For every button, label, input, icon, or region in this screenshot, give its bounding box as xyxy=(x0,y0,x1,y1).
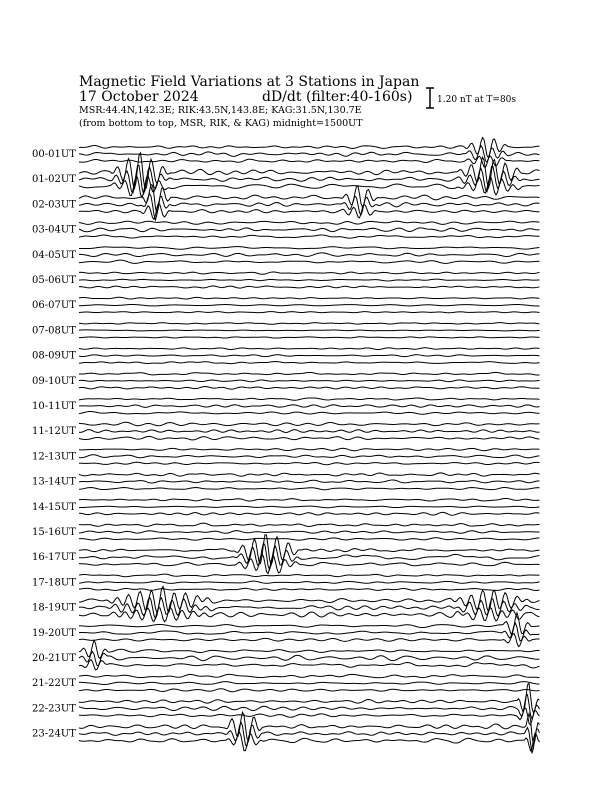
station-trace xyxy=(79,398,540,400)
hour-label: 12-13UT xyxy=(32,451,76,463)
hour-label: 11-12UT xyxy=(32,426,76,438)
hour-label: 08-09UT xyxy=(32,350,76,362)
hour-label: 02-03UT xyxy=(32,199,76,211)
station-trace xyxy=(79,506,540,508)
station-trace xyxy=(79,660,540,670)
hour-label: 21-22UT xyxy=(32,678,76,690)
station-trace xyxy=(79,337,540,338)
station-trace xyxy=(79,498,540,501)
hour-label: 23-24UT xyxy=(32,728,76,740)
station-trace xyxy=(79,405,540,408)
chart-quantity: dD/dt (filter:40-160s) xyxy=(262,89,413,105)
station-trace xyxy=(79,348,540,350)
station-trace xyxy=(79,235,540,238)
station-trace xyxy=(79,462,540,464)
station-trace xyxy=(79,422,540,425)
hour-label: 17-18UT xyxy=(32,577,76,589)
station-trace xyxy=(79,608,540,622)
station-order-note: (from bottom to top, MSR, RIK, & KAG) midnight=1500UT xyxy=(79,118,363,129)
station-trace xyxy=(79,682,540,685)
hour-label: 22-23UT xyxy=(32,703,76,715)
station-trace xyxy=(79,581,540,583)
station-coordinates: MSR:44.4N,142.3E; RIK:43.5N,143.8E; KAG:31.5N,130.7E xyxy=(79,105,362,116)
hour-label: 07-08UT xyxy=(32,325,76,337)
hour-label: 09-10UT xyxy=(32,375,76,387)
station-trace xyxy=(79,247,540,250)
station-trace xyxy=(79,323,540,325)
station-trace xyxy=(79,412,540,415)
station-trace xyxy=(79,455,540,458)
station-trace xyxy=(79,436,540,440)
station-trace xyxy=(79,330,540,331)
scale-bar-label: 1.20 nT at T=80s xyxy=(437,95,517,105)
station-trace xyxy=(79,652,540,666)
station-trace xyxy=(79,523,540,526)
station-trace xyxy=(79,221,540,224)
station-trace xyxy=(79,279,540,281)
station-trace xyxy=(79,297,540,299)
station-trace xyxy=(79,203,540,219)
hour-label: 15-16UT xyxy=(32,527,76,538)
hour-label: 13-14UT xyxy=(32,476,76,488)
hour-label: 06-07UT xyxy=(32,300,76,312)
station-trace xyxy=(79,448,540,450)
station-trace xyxy=(79,480,540,483)
station-trace xyxy=(79,304,540,306)
station-trace xyxy=(79,372,540,375)
chart-header xyxy=(79,74,419,129)
station-trace xyxy=(79,260,540,263)
station-trace xyxy=(79,708,540,725)
hour-label: 20-21UT xyxy=(32,653,76,664)
station-trace xyxy=(79,272,540,274)
hour-label: 01-02UT xyxy=(32,174,76,186)
station-trace xyxy=(79,185,540,214)
chart-date: 17 October 2024 xyxy=(79,89,199,105)
hour-label: 19-20UT xyxy=(32,627,76,639)
chart-title: Magnetic Field Variations at 3 Stations in Japan xyxy=(79,74,420,90)
station-trace xyxy=(79,430,540,433)
station-trace xyxy=(79,473,540,476)
station-trace xyxy=(79,362,540,364)
scale-bar xyxy=(426,88,516,108)
station-trace xyxy=(79,488,540,490)
station-trace xyxy=(79,194,540,220)
hour-labels xyxy=(32,149,76,740)
hour-label: 04-05UT xyxy=(32,249,76,261)
trace-lines xyxy=(79,138,540,754)
station-trace xyxy=(79,380,540,382)
station-trace xyxy=(79,512,540,515)
hour-label: 05-06UT xyxy=(32,275,76,286)
hour-label: 16-17UT xyxy=(32,552,76,564)
hour-label: 10-11UT xyxy=(32,401,76,412)
station-trace xyxy=(79,538,540,540)
station-trace xyxy=(79,689,540,692)
station-trace xyxy=(79,387,540,390)
station-trace xyxy=(79,588,540,590)
station-trace xyxy=(79,286,540,288)
station-trace xyxy=(79,674,540,677)
hour-label: 14-15UT xyxy=(32,501,76,513)
station-trace xyxy=(79,312,540,313)
station-trace xyxy=(79,355,540,357)
hour-label: 18-19UT xyxy=(32,602,76,614)
hour-label: 03-04UT xyxy=(32,224,76,236)
station-trace xyxy=(79,640,540,658)
station-trace xyxy=(79,531,540,534)
station-trace xyxy=(79,228,540,232)
hour-label: 00-01UT xyxy=(32,149,76,160)
station-trace xyxy=(79,574,540,577)
station-trace xyxy=(79,633,540,646)
station-trace xyxy=(79,253,540,257)
